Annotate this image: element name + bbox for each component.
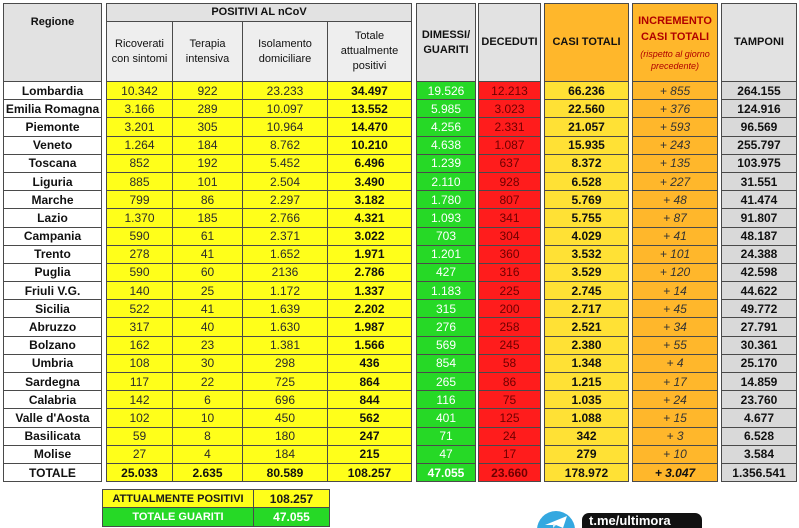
cell-guariti: 427 <box>416 264 476 282</box>
cell-terapia: 289 <box>173 100 243 118</box>
cell-incremento: + 376 <box>632 100 718 118</box>
cell-tamponi: 96.569 <box>721 118 797 136</box>
cell-totale-positivi: 1.971 <box>328 246 412 264</box>
table-row <box>3 155 797 173</box>
cell-casi-totali: 1.215 <box>544 373 629 391</box>
cell-tamponi: 25.170 <box>721 355 797 373</box>
cell-guariti: 276 <box>416 318 476 336</box>
cell-casi-totali: 2.745 <box>544 282 629 300</box>
cell-ricoverati: 885 <box>106 173 173 191</box>
cell-terapia: 40 <box>173 318 243 336</box>
cell-ricoverati: 852 <box>106 155 173 173</box>
table-row <box>3 318 797 336</box>
cell-deceduti: 58 <box>478 355 541 373</box>
cell-incremento: + 855 <box>632 82 718 100</box>
table-row <box>3 209 797 227</box>
header-regione: Regione <box>3 3 102 82</box>
cell-totale-positivi: 3.182 <box>328 191 412 209</box>
cell-totale-positivi: 2.202 <box>328 300 412 318</box>
cell-terapia: 41 <box>173 300 243 318</box>
cell-isolamento: 10.964 <box>243 118 328 136</box>
cell-isolamento: 23.233 <box>243 82 328 100</box>
cell-totale-positivi: 2.786 <box>328 264 412 282</box>
cell-regione: Lazio <box>3 209 102 227</box>
cell-deceduti: 316 <box>478 264 541 282</box>
table-row <box>3 300 797 318</box>
cell-terapia: 8 <box>173 428 243 446</box>
cell-deceduti: 86 <box>478 373 541 391</box>
cell-tamponi: 4.677 <box>721 409 797 427</box>
cell-regione: Piemonte <box>3 118 102 136</box>
cell-incremento: + 4 <box>632 355 718 373</box>
cell-totale-positivi: 4.321 <box>328 209 412 227</box>
table-row <box>3 137 797 155</box>
cell-deceduti: 637 <box>478 155 541 173</box>
cell-guariti: 1.239 <box>416 155 476 173</box>
cell-isolamento: 298 <box>243 355 328 373</box>
cell-incremento: + 101 <box>632 246 718 264</box>
cell-incremento: + 120 <box>632 264 718 282</box>
cell-isolamento: 2.297 <box>243 191 328 209</box>
cell-terapia: 4 <box>173 446 243 464</box>
cell-ricoverati: 278 <box>106 246 173 264</box>
cell-isolamento: 1.381 <box>243 337 328 355</box>
cell-ricoverati: 3.201 <box>106 118 173 136</box>
cell-totale-positivi: 34.497 <box>328 82 412 100</box>
cell-casi-totali: 3.529 <box>544 264 629 282</box>
header-ricoverati: Ricoverati con sintomi <box>106 22 173 82</box>
cell-regione: Puglia <box>3 264 102 282</box>
table-row <box>3 82 797 100</box>
cell-regione: Abruzzo <box>3 318 102 336</box>
table-row <box>3 337 797 355</box>
cell-regione: TOTALE <box>3 464 102 482</box>
cell-tamponi: 91.807 <box>721 209 797 227</box>
table-row <box>3 100 797 118</box>
cell-isolamento: 180 <box>243 428 328 446</box>
cell-deceduti: 258 <box>478 318 541 336</box>
cell-incremento: + 45 <box>632 300 718 318</box>
cell-ricoverati: 59 <box>106 428 173 446</box>
cell-incremento: + 15 <box>632 409 718 427</box>
cell-guariti: 315 <box>416 300 476 318</box>
cell-isolamento: 696 <box>243 391 328 409</box>
cell-totale-positivi: 215 <box>328 446 412 464</box>
cell-guariti: 1.201 <box>416 246 476 264</box>
cell-terapia: 184 <box>173 137 243 155</box>
cell-isolamento: 5.452 <box>243 155 328 173</box>
cell-totale-positivi: 3.022 <box>328 228 412 246</box>
cell-regione: Liguria <box>3 173 102 191</box>
header-tamponi: TAMPONI <box>721 3 797 82</box>
cell-casi-totali: 178.972 <box>544 464 629 482</box>
telegram-channel-link[interactable]: t.me/ultimora <box>582 513 702 528</box>
cell-deceduti: 225 <box>478 282 541 300</box>
cell-isolamento: 1.652 <box>243 246 328 264</box>
cell-tamponi: 14.859 <box>721 373 797 391</box>
cell-casi-totali: 3.532 <box>544 246 629 264</box>
summary-totale-guariti-value: 47.055 <box>254 508 330 527</box>
cell-tamponi: 3.584 <box>721 446 797 464</box>
cell-totale-positivi: 13.552 <box>328 100 412 118</box>
cell-incremento: + 3 <box>632 428 718 446</box>
cell-guariti: 47.055 <box>416 464 476 482</box>
cell-deceduti: 17 <box>478 446 541 464</box>
cell-deceduti: 24 <box>478 428 541 446</box>
cell-terapia: 61 <box>173 228 243 246</box>
cell-isolamento: 8.762 <box>243 137 328 155</box>
cell-terapia: 60 <box>173 264 243 282</box>
table-body <box>3 82 797 482</box>
cell-isolamento: 2.371 <box>243 228 328 246</box>
header-casi-totali: CASI TOTALI <box>544 3 629 82</box>
cell-deceduti: 12.213 <box>478 82 541 100</box>
cell-terapia: 101 <box>173 173 243 191</box>
cell-regione: Sicilia <box>3 300 102 318</box>
cell-regione: Molise <box>3 446 102 464</box>
cell-deceduti: 125 <box>478 409 541 427</box>
cell-isolamento: 80.589 <box>243 464 328 482</box>
cell-ricoverati: 799 <box>106 191 173 209</box>
cell-ricoverati: 317 <box>106 318 173 336</box>
cell-isolamento: 450 <box>243 409 328 427</box>
cell-tamponi: 49.772 <box>721 300 797 318</box>
cell-ricoverati: 10.342 <box>106 82 173 100</box>
header-isolamento: Isolamento domiciliare <box>243 22 328 82</box>
cell-totale-positivi: 14.470 <box>328 118 412 136</box>
cell-casi-totali: 8.372 <box>544 155 629 173</box>
cell-totale-positivi: 247 <box>328 428 412 446</box>
cell-terapia: 22 <box>173 373 243 391</box>
cell-tamponi: 44.622 <box>721 282 797 300</box>
cell-deceduti: 360 <box>478 246 541 264</box>
cell-ricoverati: 590 <box>106 228 173 246</box>
cell-ricoverati: 590 <box>106 264 173 282</box>
cell-incremento: + 243 <box>632 137 718 155</box>
cell-tamponi: 23.760 <box>721 391 797 409</box>
table-row <box>3 391 797 409</box>
cell-ricoverati: 522 <box>106 300 173 318</box>
cell-ricoverati: 25.033 <box>106 464 173 482</box>
table-row <box>3 118 797 136</box>
cell-casi-totali: 21.057 <box>544 118 629 136</box>
cell-tamponi: 48.187 <box>721 228 797 246</box>
cell-ricoverati: 1.370 <box>106 209 173 227</box>
cell-guariti: 703 <box>416 228 476 246</box>
cell-terapia: 30 <box>173 355 243 373</box>
header-incremento <box>632 3 718 82</box>
cell-casi-totali: 4.029 <box>544 228 629 246</box>
cell-terapia: 23 <box>173 337 243 355</box>
telegram-icon <box>536 510 576 528</box>
cell-isolamento: 184 <box>243 446 328 464</box>
cell-isolamento: 2.504 <box>243 173 328 191</box>
summary-attualmente-positivi-value: 108.257 <box>254 489 330 508</box>
cell-regione: Veneto <box>3 137 102 155</box>
cell-casi-totali: 2.521 <box>544 318 629 336</box>
cell-casi-totali: 279 <box>544 446 629 464</box>
cell-tamponi: 124.916 <box>721 100 797 118</box>
cell-incremento: + 10 <box>632 446 718 464</box>
cell-casi-totali: 5.769 <box>544 191 629 209</box>
cell-deceduti: 200 <box>478 300 541 318</box>
header-positivi-group: POSITIVI AL nCoV <box>106 3 412 22</box>
cell-guariti: 1.093 <box>416 209 476 227</box>
table-header <box>3 3 797 82</box>
table-row <box>3 373 797 391</box>
header-guariti: DIMESSI/ GUARITI <box>416 3 476 82</box>
cell-isolamento: 1.172 <box>243 282 328 300</box>
cell-tamponi: 41.474 <box>721 191 797 209</box>
cell-totale-positivi: 864 <box>328 373 412 391</box>
cell-incremento: + 135 <box>632 155 718 173</box>
cell-casi-totali: 15.935 <box>544 137 629 155</box>
cell-casi-totali: 2.717 <box>544 300 629 318</box>
cell-guariti: 19.526 <box>416 82 476 100</box>
table-row <box>3 355 797 373</box>
cell-totale-positivi: 6.496 <box>328 155 412 173</box>
cell-guariti: 4.256 <box>416 118 476 136</box>
cell-ricoverati: 142 <box>106 391 173 409</box>
cell-guariti: 116 <box>416 391 476 409</box>
cell-tamponi: 30.361 <box>721 337 797 355</box>
cell-incremento: + 55 <box>632 337 718 355</box>
cell-casi-totali: 1.035 <box>544 391 629 409</box>
cell-tamponi: 42.598 <box>721 264 797 282</box>
cell-incremento: + 227 <box>632 173 718 191</box>
cell-tamponi: 31.551 <box>721 173 797 191</box>
table-row <box>3 264 797 282</box>
cell-totale-positivi: 1.566 <box>328 337 412 355</box>
cell-casi-totali: 22.560 <box>544 100 629 118</box>
cell-terapia: 6 <box>173 391 243 409</box>
cell-deceduti: 3.023 <box>478 100 541 118</box>
cell-totale-positivi: 436 <box>328 355 412 373</box>
cell-casi-totali: 1.348 <box>544 355 629 373</box>
cell-regione: Marche <box>3 191 102 209</box>
header-totale-positivi: Totale attualmente positivi <box>328 22 412 82</box>
cell-totale-positivi: 562 <box>328 409 412 427</box>
cell-guariti: 265 <box>416 373 476 391</box>
cell-regione: Campania <box>3 228 102 246</box>
cell-incremento: + 48 <box>632 191 718 209</box>
cell-totale-positivi: 3.490 <box>328 173 412 191</box>
cell-tamponi: 1.356.541 <box>721 464 797 482</box>
table-row-total <box>3 464 797 482</box>
cell-totale-positivi: 108.257 <box>328 464 412 482</box>
cell-regione: Calabria <box>3 391 102 409</box>
header-incremento-title: INCREMENTO CASI TOTALI <box>638 15 712 43</box>
cell-totale-positivi: 844 <box>328 391 412 409</box>
covid-regions-table <box>3 3 797 482</box>
cell-deceduti: 245 <box>478 337 541 355</box>
cell-deceduti: 341 <box>478 209 541 227</box>
summary-attualmente-positivi-label: ATTUALMENTE POSITIVI <box>102 489 254 508</box>
cell-deceduti: 928 <box>478 173 541 191</box>
cell-incremento: + 593 <box>632 118 718 136</box>
cell-isolamento: 10.097 <box>243 100 328 118</box>
cell-terapia: 922 <box>173 82 243 100</box>
cell-regione: Trento <box>3 246 102 264</box>
cell-terapia: 86 <box>173 191 243 209</box>
cell-incremento: + 87 <box>632 209 718 227</box>
cell-deceduti: 75 <box>478 391 541 409</box>
table-row <box>3 446 797 464</box>
cell-casi-totali: 66.236 <box>544 82 629 100</box>
summary-attualmente-positivi <box>102 489 330 508</box>
cell-ricoverati: 162 <box>106 337 173 355</box>
cell-guariti: 4.638 <box>416 137 476 155</box>
cell-guariti: 71 <box>416 428 476 446</box>
cell-guariti: 1.780 <box>416 191 476 209</box>
table-row <box>3 191 797 209</box>
table-row <box>3 173 797 191</box>
cell-regione: Emilia Romagna <box>3 100 102 118</box>
cell-guariti: 401 <box>416 409 476 427</box>
cell-ricoverati: 1.264 <box>106 137 173 155</box>
cell-regione: Toscana <box>3 155 102 173</box>
cell-deceduti: 23.660 <box>478 464 541 482</box>
table-row <box>3 228 797 246</box>
cell-tamponi: 264.155 <box>721 82 797 100</box>
cell-deceduti: 1.087 <box>478 137 541 155</box>
cell-isolamento: 2.766 <box>243 209 328 227</box>
cell-ricoverati: 27 <box>106 446 173 464</box>
cell-deceduti: 304 <box>478 228 541 246</box>
cell-terapia: 10 <box>173 409 243 427</box>
cell-isolamento: 2136 <box>243 264 328 282</box>
cell-incremento: + 41 <box>632 228 718 246</box>
cell-tamponi: 103.975 <box>721 155 797 173</box>
cell-incremento: + 34 <box>632 318 718 336</box>
cell-casi-totali: 5.755 <box>544 209 629 227</box>
cell-terapia: 41 <box>173 246 243 264</box>
cell-guariti: 5.985 <box>416 100 476 118</box>
cell-regione: Umbria <box>3 355 102 373</box>
cell-tamponi: 27.791 <box>721 318 797 336</box>
cell-regione: Valle d'Aosta <box>3 409 102 427</box>
cell-ricoverati: 117 <box>106 373 173 391</box>
cell-incremento: + 14 <box>632 282 718 300</box>
cell-terapia: 305 <box>173 118 243 136</box>
summary-totale-guariti-label: TOTALE GUARITI <box>102 508 254 527</box>
cell-terapia: 2.635 <box>173 464 243 482</box>
cell-ricoverati: 3.166 <box>106 100 173 118</box>
cell-terapia: 192 <box>173 155 243 173</box>
cell-ricoverati: 102 <box>106 409 173 427</box>
table-row <box>3 246 797 264</box>
cell-tamponi: 255.797 <box>721 137 797 155</box>
cell-totale-positivi: 1.337 <box>328 282 412 300</box>
cell-regione: Basilicata <box>3 428 102 446</box>
cell-regione: Bolzano <box>3 337 102 355</box>
cell-ricoverati: 108 <box>106 355 173 373</box>
cell-guariti: 1.183 <box>416 282 476 300</box>
header-deceduti: DECEDUTI <box>478 3 541 82</box>
cell-casi-totali: 1.088 <box>544 409 629 427</box>
cell-terapia: 25 <box>173 282 243 300</box>
cell-terapia: 185 <box>173 209 243 227</box>
table-row <box>3 409 797 427</box>
cell-incremento: + 17 <box>632 373 718 391</box>
summary-totale-guariti <box>102 508 330 527</box>
cell-isolamento: 725 <box>243 373 328 391</box>
cell-deceduti: 2.331 <box>478 118 541 136</box>
cell-isolamento: 1.639 <box>243 300 328 318</box>
header-terapia: Terapia intensiva <box>173 22 243 82</box>
cell-tamponi: 6.528 <box>721 428 797 446</box>
cell-incremento: + 3.047 <box>632 464 718 482</box>
table-row <box>3 282 797 300</box>
cell-regione: Sardegna <box>3 373 102 391</box>
cell-guariti: 569 <box>416 337 476 355</box>
cell-casi-totali: 6.528 <box>544 173 629 191</box>
cell-totale-positivi: 1.987 <box>328 318 412 336</box>
cell-guariti: 47 <box>416 446 476 464</box>
cell-incremento: + 24 <box>632 391 718 409</box>
cell-tamponi: 24.388 <box>721 246 797 264</box>
header-incremento-note: (rispetto al giorno precedente) <box>640 49 710 71</box>
cell-isolamento: 1.630 <box>243 318 328 336</box>
cell-totale-positivi: 10.210 <box>328 137 412 155</box>
cell-regione: Lombardia <box>3 82 102 100</box>
cell-guariti: 2.110 <box>416 173 476 191</box>
cell-regione: Friuli V.G. <box>3 282 102 300</box>
cell-ricoverati: 140 <box>106 282 173 300</box>
table-row <box>3 428 797 446</box>
cell-deceduti: 807 <box>478 191 541 209</box>
cell-casi-totali: 342 <box>544 428 629 446</box>
cell-guariti: 854 <box>416 355 476 373</box>
cell-casi-totali: 2.380 <box>544 337 629 355</box>
